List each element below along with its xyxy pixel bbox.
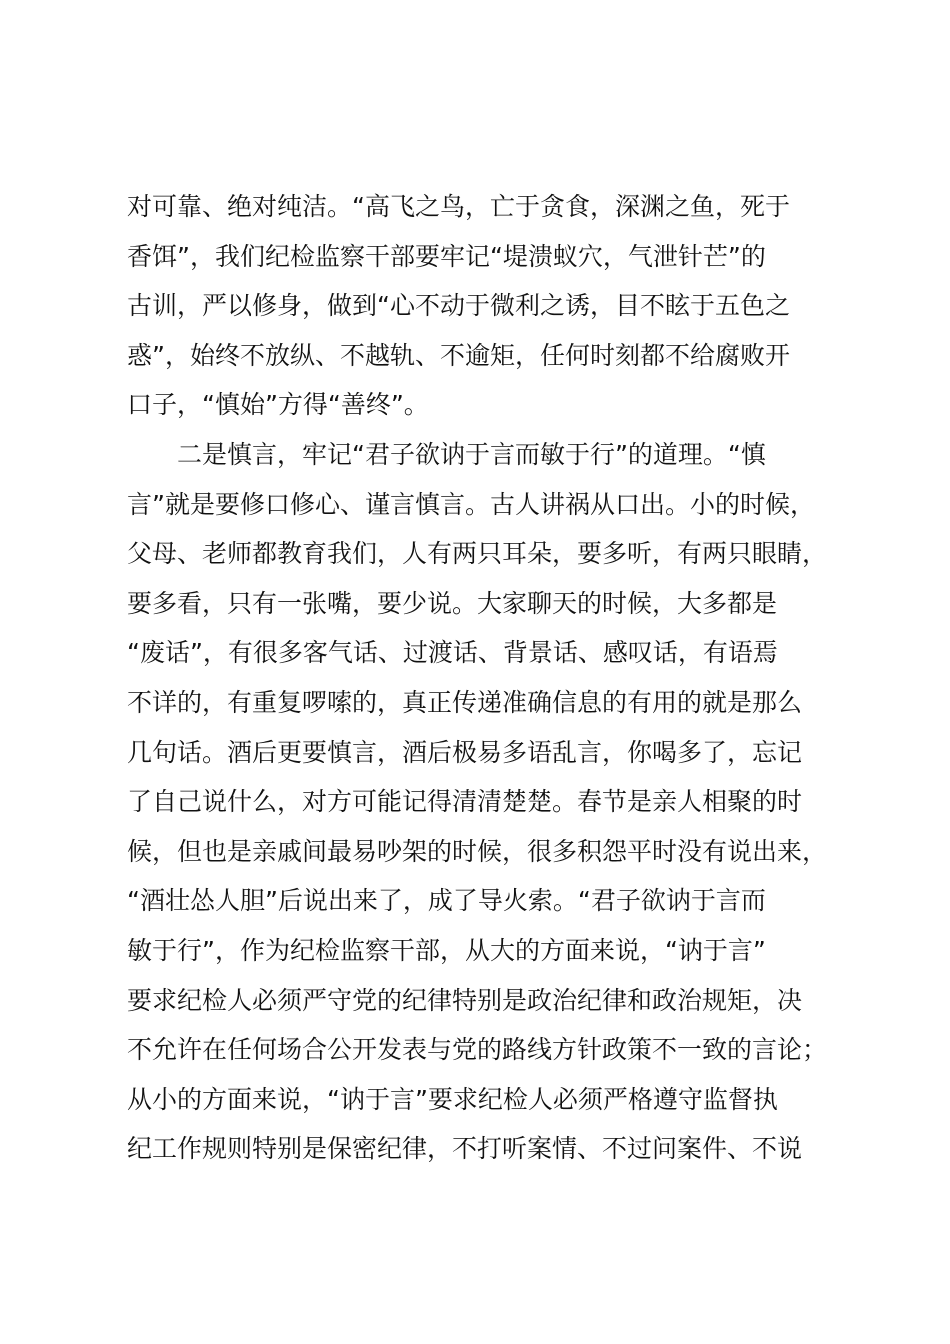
- text-line: “废话”，有很多客气话、过渡话、背景话、感叹话，有语焉: [127, 638, 778, 668]
- text-line: 不详的，有重复啰嗦的，真正传递准确信息的有用的就是那么: [127, 687, 803, 717]
- text-line: 惑”，始终不放纵、不越轨、不逾矩，任何时刻都不给腐败开: [127, 340, 790, 370]
- text-line: 父母、老师都教育我们，人有两只耳朵，要多听，有两只眼睛，: [127, 539, 828, 569]
- text-line: 纪工作规则特别是保密纪律，不打听案情、不过问案件、不说: [127, 1134, 803, 1164]
- paragraph-start-line: 二是慎言，牢记“君子欲讷于言而敏于行”的道理。“慎: [127, 439, 766, 469]
- text-line: 几句话。酒后更要慎言，酒后极易多语乱言，你喝多了，忘记: [127, 737, 803, 767]
- text-line: 敏于行”，作为纪检监察干部，从大的方面来说，“讷于言”: [127, 935, 766, 965]
- text-line: 不允许在任何场合公开发表与党的路线方针政策不一致的言论；: [127, 1035, 828, 1065]
- text-line: 从小的方面来说，“讷于言”要求纪检人必须严格遵守监督执: [127, 1084, 778, 1114]
- text-line: 了自己说什么，对方可能记得清清楚楚。春节是亲人相聚的时: [127, 787, 803, 817]
- text-line: 香饵”，我们纪检监察干部要牢记“堤溃蚁穴，气泄针芒”的: [127, 241, 766, 271]
- text-line: 要多看，只有一张嘴，要少说。大家聊天的时候，大多都是: [127, 588, 778, 618]
- text-line: 口子，“慎始”方得“善终”。: [127, 390, 429, 420]
- text-line: 对可靠、绝对纯洁。“高飞之鸟，亡于贪食，深渊之鱼，死于: [127, 192, 790, 221]
- text-line: 要求纪检人必须严守党的纪律特别是政治纪律和政治规矩，决: [127, 985, 803, 1015]
- text-line: “酒壮怂人胆”后说出来了，成了导火索。“君子欲讷于言而: [127, 886, 766, 916]
- text-line: 古训，严以修身，做到“心不动于微利之诱，目不眩于五色之: [127, 291, 790, 321]
- text-line: 言”就是要修口修心、谨言慎言。古人讲祸从口出。小的时候，: [127, 489, 815, 519]
- text-line: 候，但也是亲戚间最易吵架的时候，很多积怨平时没有说出来，: [127, 836, 828, 866]
- body-text: [127, 182, 867, 1174]
